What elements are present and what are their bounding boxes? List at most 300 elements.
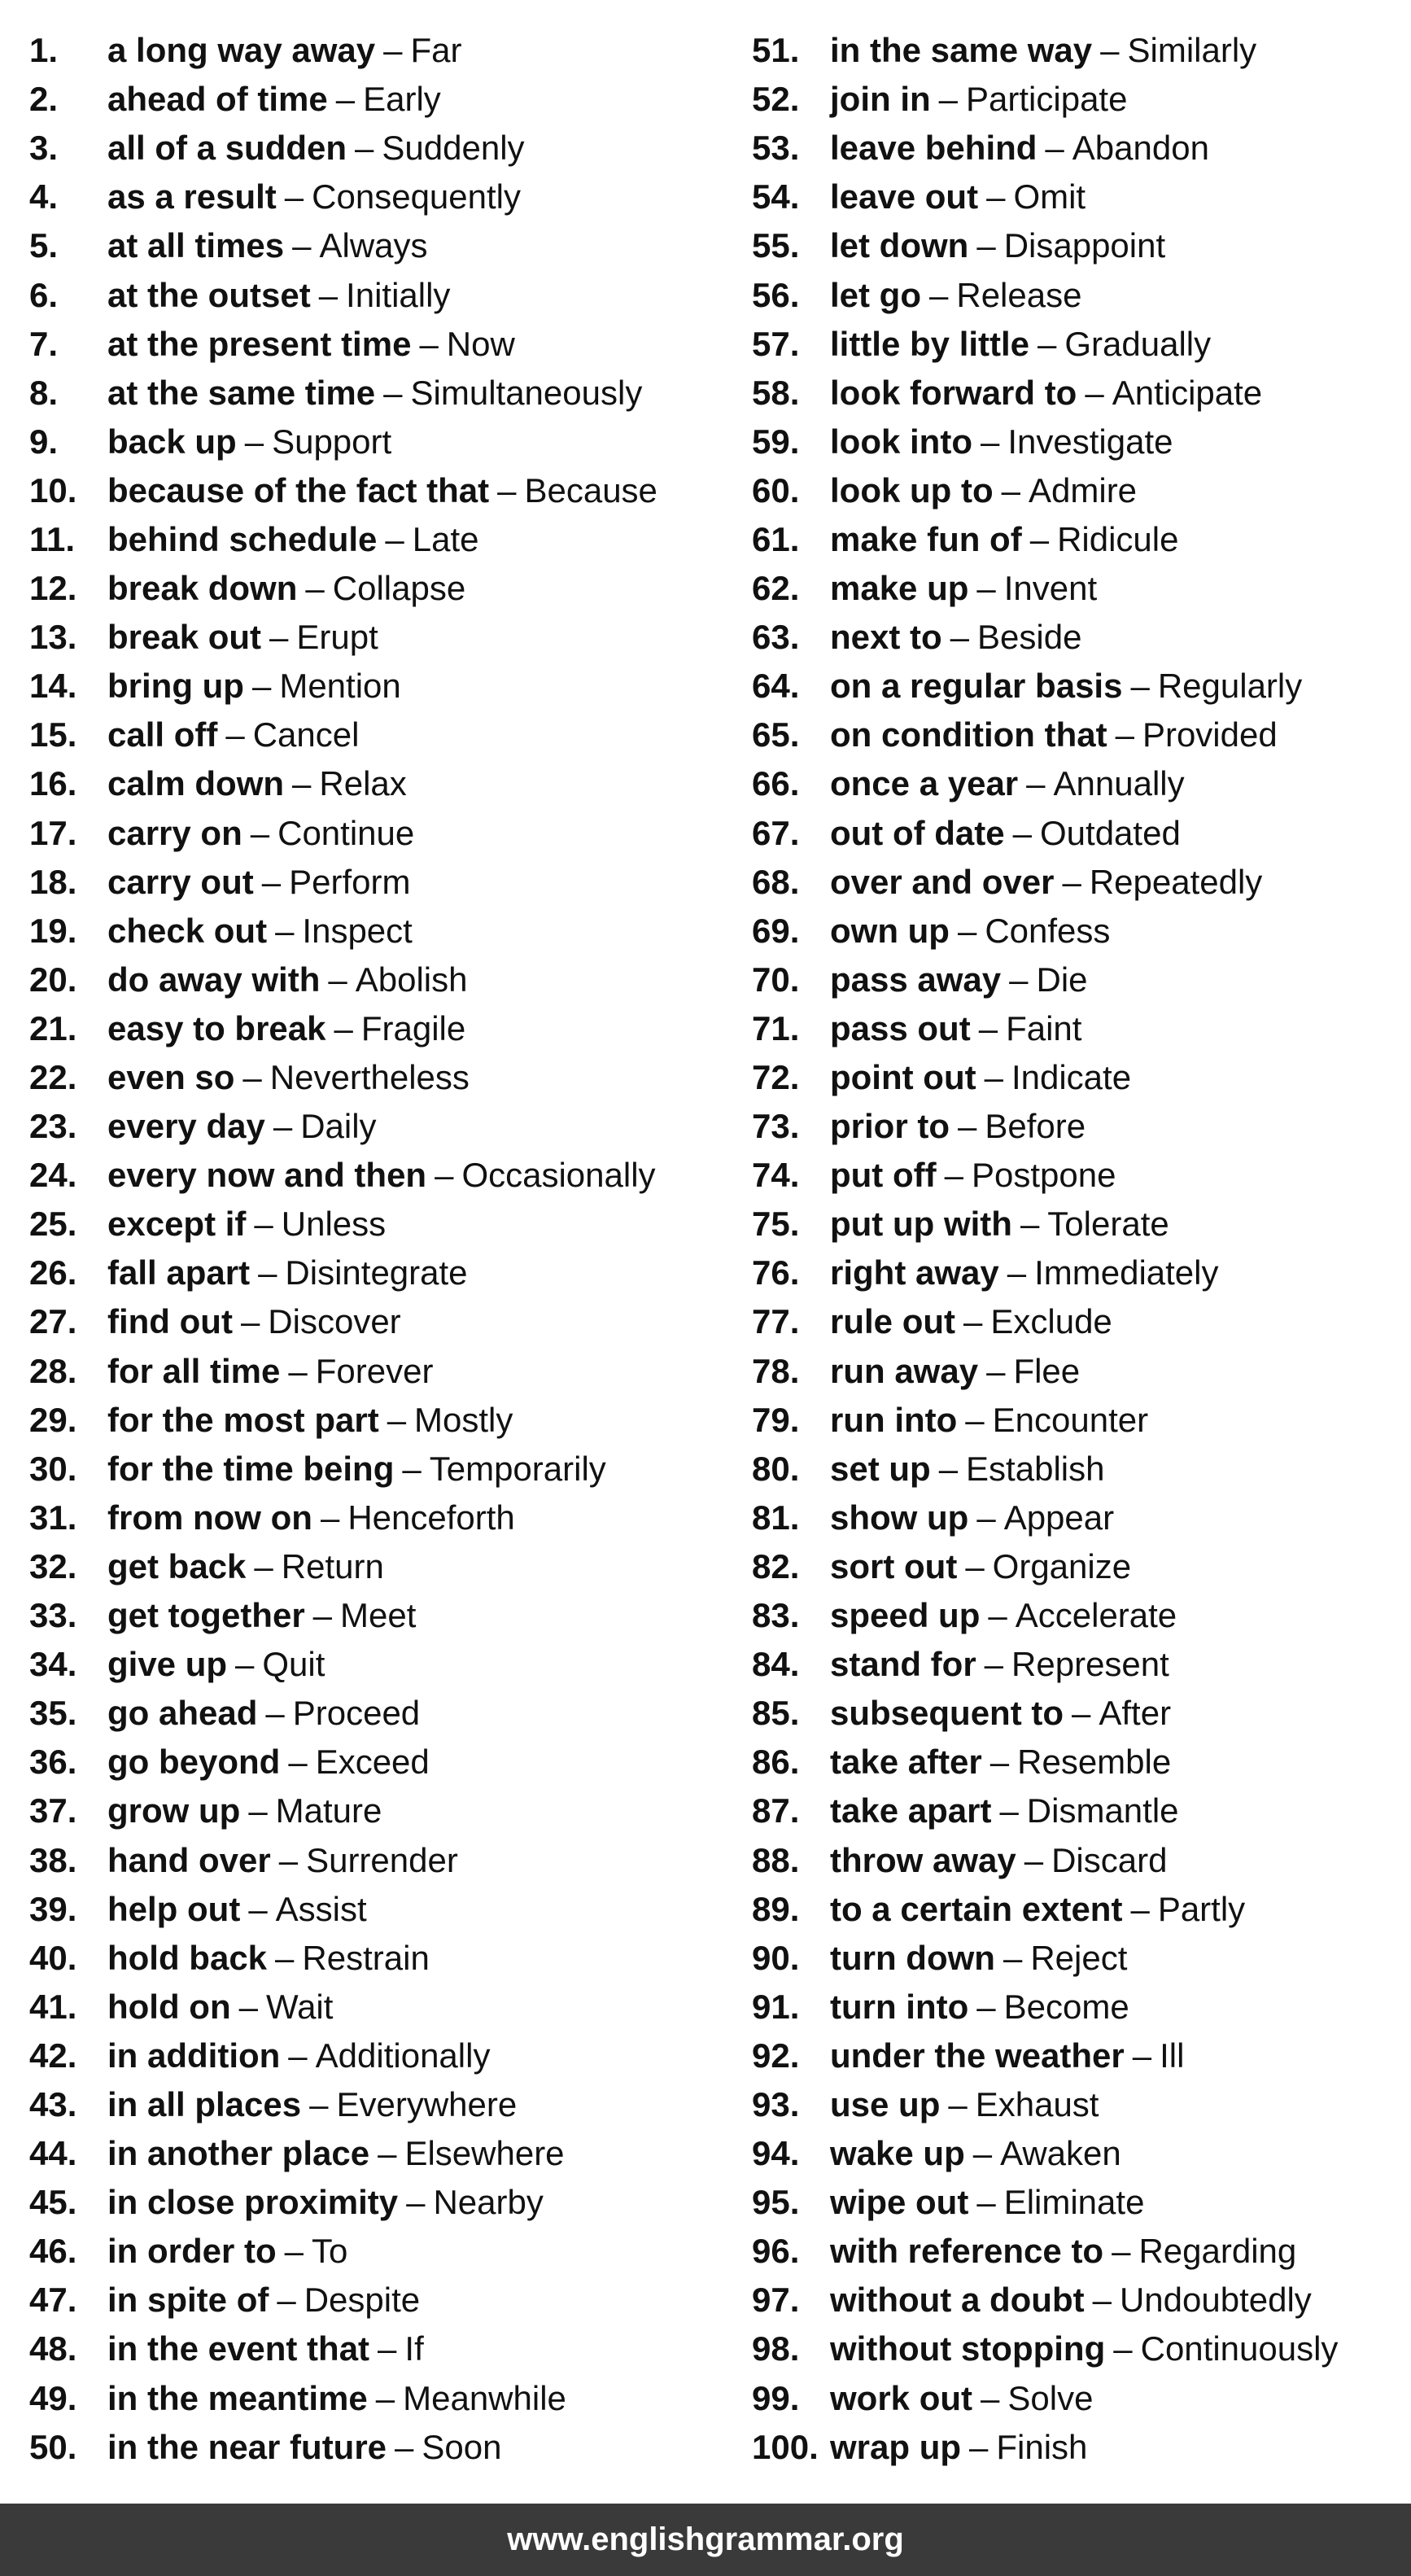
list-item bbox=[29, 1640, 737, 1689]
phrase-text: take after bbox=[830, 1743, 982, 1782]
list-item bbox=[752, 1983, 1403, 2031]
meaning-text: Occasionally bbox=[461, 1156, 656, 1195]
meaning-text: Dismantle bbox=[1026, 1791, 1179, 1830]
phrase-text: grow up bbox=[107, 1791, 241, 1830]
separator-dash: – bbox=[1007, 1253, 1027, 1292]
phrase-text: hold back bbox=[107, 1938, 268, 1977]
list-item bbox=[752, 1102, 1403, 1151]
separator-dash: – bbox=[1085, 373, 1104, 412]
list-item bbox=[29, 515, 737, 564]
phrase-text: on condition that bbox=[830, 715, 1107, 754]
meaning-text: Additionally bbox=[315, 2036, 491, 2075]
item-number: 37. bbox=[29, 1791, 77, 1830]
meaning-text: To bbox=[312, 2232, 348, 2271]
phrase-text: go ahead bbox=[107, 1694, 258, 1733]
phrase-text: run into bbox=[830, 1400, 958, 1439]
list-item bbox=[29, 2276, 737, 2325]
meaning-text: Continue bbox=[277, 813, 415, 852]
separator-dash: – bbox=[318, 275, 339, 314]
separator-dash: – bbox=[1024, 1840, 1044, 1879]
phrase-text: turn down bbox=[830, 1938, 995, 1977]
list-item bbox=[29, 1591, 737, 1640]
meaning-text: Mention bbox=[279, 667, 401, 706]
item-number: 81. bbox=[752, 1498, 800, 1537]
phrase-text: stand for bbox=[830, 1645, 976, 1684]
meaning-text: Regarding bbox=[1138, 2232, 1297, 2271]
meaning-text: Investigate bbox=[1007, 422, 1173, 461]
item-number: 86. bbox=[752, 1743, 800, 1782]
separator-dash: – bbox=[1132, 2036, 1152, 2075]
separator-dash: – bbox=[948, 2084, 968, 2123]
separator-dash: – bbox=[984, 1645, 1004, 1684]
list-item bbox=[29, 711, 737, 759]
list-item bbox=[752, 907, 1403, 956]
separator-dash: – bbox=[957, 1107, 977, 1146]
phrase-text: let down bbox=[830, 226, 969, 265]
meaning-text: Far bbox=[410, 31, 462, 70]
separator-dash: – bbox=[378, 2329, 397, 2368]
meaning-text: Everywhere bbox=[336, 2084, 518, 2123]
phrase-text: sort out bbox=[830, 1546, 958, 1585]
phrase-text: over and over bbox=[830, 862, 1055, 901]
item-number: 79. bbox=[752, 1400, 800, 1439]
item-number: 13. bbox=[29, 618, 77, 657]
meaning-text: Fragile bbox=[360, 1008, 466, 1047]
meaning-text: Suddenly bbox=[382, 129, 525, 168]
phrase-text: for all time bbox=[107, 1351, 281, 1390]
phrase-text: in the same way bbox=[830, 31, 1093, 70]
phrase-text: from now on bbox=[107, 1498, 312, 1537]
item-number: 100. bbox=[752, 2427, 819, 2466]
list-item bbox=[29, 1835, 737, 1884]
list-item bbox=[752, 1591, 1403, 1640]
phrase-text: look into bbox=[830, 422, 972, 461]
phrase-text: wipe out bbox=[830, 2183, 969, 2222]
footer-bar bbox=[0, 2504, 1411, 2576]
separator-dash: – bbox=[292, 226, 312, 265]
list-item bbox=[752, 1494, 1403, 1542]
item-number: 11. bbox=[29, 519, 76, 558]
phrase-text: leave out bbox=[830, 177, 979, 216]
separator-dash: – bbox=[984, 1058, 1003, 1097]
separator-dash: – bbox=[976, 1987, 996, 2026]
phrase-text: every now and then bbox=[107, 1156, 427, 1195]
meaning-text: Establish bbox=[966, 1449, 1105, 1488]
separator-dash: – bbox=[1092, 2281, 1112, 2320]
meaning-text: Discover bbox=[268, 1302, 401, 1341]
item-number: 6. bbox=[29, 275, 59, 314]
meaning-text: Encounter bbox=[992, 1400, 1149, 1439]
separator-dash: – bbox=[929, 275, 949, 314]
separator-dash: – bbox=[965, 1546, 985, 1585]
meaning-text: Before bbox=[985, 1107, 1086, 1146]
separator-dash: – bbox=[963, 1302, 983, 1341]
item-number: 88. bbox=[752, 1840, 800, 1879]
separator-dash: – bbox=[383, 373, 403, 412]
item-number: 62. bbox=[752, 569, 800, 608]
meaning-text: Represent bbox=[1011, 1645, 1169, 1684]
phrase-text: point out bbox=[830, 1058, 976, 1097]
separator-dash: – bbox=[385, 519, 404, 558]
meaning-text: Appear bbox=[1003, 1498, 1115, 1537]
list-item bbox=[752, 2325, 1403, 2373]
phrase-text: without stopping bbox=[830, 2329, 1106, 2368]
phrase-text: run away bbox=[830, 1351, 979, 1390]
item-number: 20. bbox=[29, 960, 77, 999]
list-item bbox=[752, 369, 1403, 418]
list-item bbox=[752, 1542, 1403, 1591]
meaning-text: Organize bbox=[992, 1546, 1132, 1585]
item-number: 57. bbox=[752, 324, 800, 363]
item-number: 21. bbox=[29, 1008, 77, 1047]
item-number: 48. bbox=[29, 2329, 77, 2368]
phrase-text: go beyond bbox=[107, 1743, 281, 1782]
list-item bbox=[752, 221, 1403, 270]
list-item bbox=[29, 613, 737, 662]
phrase-text: find out bbox=[107, 1302, 233, 1341]
separator-dash: – bbox=[978, 1008, 998, 1047]
meaning-text: Soon bbox=[422, 2427, 502, 2466]
item-number: 8. bbox=[29, 373, 59, 412]
meaning-text: Exceed bbox=[315, 1743, 430, 1782]
item-number: 91. bbox=[752, 1987, 800, 2026]
meaning-text: Provided bbox=[1142, 715, 1278, 754]
item-number: 97. bbox=[752, 2281, 800, 2320]
item-number: 75. bbox=[752, 1205, 800, 1244]
meaning-text: Gradually bbox=[1064, 324, 1212, 363]
separator-dash: – bbox=[986, 177, 1006, 216]
item-number: 7. bbox=[29, 324, 59, 363]
item-number: 25. bbox=[29, 1205, 77, 1244]
item-number: 1. bbox=[29, 31, 59, 70]
list-item bbox=[752, 173, 1403, 221]
phrase-text: as a result bbox=[107, 177, 277, 216]
meaning-text: Exclude bbox=[990, 1302, 1112, 1341]
phrase-text: for the time being bbox=[107, 1449, 395, 1488]
meaning-text: Exhaust bbox=[975, 2084, 1099, 2123]
list-item bbox=[29, 1347, 737, 1396]
phrase-text: because of the fact that bbox=[107, 470, 490, 510]
list-item bbox=[29, 2374, 737, 2423]
list-item bbox=[29, 907, 737, 956]
item-number: 54. bbox=[752, 177, 800, 216]
list-item bbox=[29, 1249, 737, 1297]
phrase-text: carry out bbox=[107, 862, 254, 901]
meaning-text: Omit bbox=[1013, 177, 1086, 216]
list-item bbox=[752, 1885, 1403, 1934]
item-number: 84. bbox=[752, 1645, 800, 1684]
meaning-text: Temporarily bbox=[429, 1449, 606, 1488]
meaning-text: Relax bbox=[319, 764, 407, 803]
list-item bbox=[752, 1640, 1403, 1689]
meaning-text: Continuously bbox=[1140, 2329, 1339, 2368]
meaning-text: Early bbox=[363, 80, 441, 119]
list-item bbox=[29, 1445, 737, 1494]
separator-dash: – bbox=[250, 813, 270, 852]
meaning-text: Disappoint bbox=[1003, 226, 1166, 265]
phrase-text: at the present time bbox=[107, 324, 412, 363]
item-number: 67. bbox=[752, 813, 800, 852]
meaning-text: Meet bbox=[340, 1596, 417, 1635]
phrase-text: in all places bbox=[107, 2084, 302, 2123]
item-number: 24. bbox=[29, 1156, 77, 1195]
meaning-text: Solve bbox=[1007, 2378, 1094, 2417]
meaning-text: Abolish bbox=[355, 960, 468, 999]
list-item bbox=[752, 1053, 1403, 1102]
phrase-text: hold on bbox=[107, 1987, 231, 2026]
meaning-text: Disintegrate bbox=[285, 1253, 468, 1292]
phrase-text: on a regular basis bbox=[830, 667, 1123, 706]
list-item bbox=[29, 1885, 737, 1934]
item-number: 96. bbox=[752, 2232, 800, 2271]
list-item bbox=[752, 1396, 1403, 1445]
item-number: 26. bbox=[29, 1253, 77, 1292]
phrase-text: join in bbox=[830, 80, 931, 119]
meaning-text: Confess bbox=[985, 911, 1111, 950]
separator-dash: – bbox=[1045, 129, 1064, 168]
phrase-text: ahead of time bbox=[107, 80, 328, 119]
item-number: 35. bbox=[29, 1694, 77, 1733]
item-number: 68. bbox=[752, 862, 800, 901]
meaning-text: Become bbox=[1003, 1987, 1129, 2026]
separator-dash: – bbox=[265, 1694, 285, 1733]
list-item bbox=[29, 662, 737, 711]
list-item bbox=[29, 1689, 737, 1738]
phrase-text: make up bbox=[830, 569, 969, 608]
item-number: 76. bbox=[752, 1253, 800, 1292]
phrase-text: fall apart bbox=[107, 1253, 251, 1292]
item-number: 17. bbox=[29, 813, 77, 852]
item-number: 10. bbox=[29, 470, 77, 510]
item-number: 32. bbox=[29, 1546, 77, 1585]
meaning-text: Invent bbox=[1003, 569, 1098, 608]
separator-dash: – bbox=[275, 1938, 295, 1977]
item-number: 74. bbox=[752, 1156, 800, 1195]
item-number: 66. bbox=[752, 764, 800, 803]
item-number: 63. bbox=[752, 618, 800, 657]
meaning-text: Unless bbox=[281, 1205, 387, 1244]
meaning-text: Release bbox=[956, 275, 1082, 314]
meaning-text: Collapse bbox=[332, 569, 466, 608]
phrase-text: even so bbox=[107, 1058, 235, 1097]
meaning-text: Now bbox=[446, 324, 515, 363]
list-item bbox=[752, 2423, 1403, 2472]
list-item bbox=[29, 369, 737, 418]
item-number: 46. bbox=[29, 2232, 77, 2271]
list-item bbox=[29, 1297, 737, 1346]
separator-dash: – bbox=[1009, 960, 1029, 999]
item-number: 22. bbox=[29, 1058, 77, 1097]
separator-dash: – bbox=[938, 1449, 959, 1488]
item-number: 59. bbox=[752, 422, 800, 461]
item-number: 39. bbox=[29, 1889, 77, 1928]
phrase-text: right away bbox=[830, 1253, 999, 1292]
list-item bbox=[29, 1983, 737, 2031]
separator-dash: – bbox=[277, 2281, 296, 2320]
meaning-text: Repeatedly bbox=[1089, 862, 1263, 901]
meaning-text: Immediately bbox=[1034, 1253, 1219, 1292]
list-item bbox=[752, 2178, 1403, 2227]
meaning-text: Elsewhere bbox=[404, 2134, 565, 2173]
separator-dash: – bbox=[284, 177, 304, 216]
item-number: 99. bbox=[752, 2378, 800, 2417]
phrase-text: call off bbox=[107, 715, 218, 754]
separator-dash: – bbox=[240, 1302, 260, 1341]
list-item bbox=[752, 1835, 1403, 1884]
item-number: 53. bbox=[752, 129, 800, 168]
item-number: 78. bbox=[752, 1351, 800, 1390]
item-number: 83. bbox=[752, 1596, 800, 1635]
meaning-text: Inspect bbox=[302, 911, 413, 950]
meaning-text: Regularly bbox=[1157, 667, 1303, 706]
separator-dash: – bbox=[309, 2084, 329, 2123]
phrase-text: at all times bbox=[107, 226, 285, 265]
separator-dash: – bbox=[278, 1840, 299, 1879]
meaning-text: Support bbox=[272, 422, 392, 461]
separator-dash: – bbox=[248, 1791, 268, 1830]
list-item bbox=[752, 270, 1403, 319]
separator-dash: – bbox=[1072, 1694, 1091, 1733]
separator-dash: – bbox=[254, 1205, 273, 1244]
phrase-text: use up bbox=[830, 2084, 941, 2123]
list-item bbox=[752, 1738, 1403, 1787]
phrase-text: let go bbox=[830, 275, 921, 314]
phrase-text: work out bbox=[830, 2378, 972, 2417]
list-item bbox=[752, 613, 1403, 662]
phrase-text: without a doubt bbox=[830, 2281, 1085, 2320]
item-number: 12. bbox=[29, 569, 77, 608]
meaning-text: Consequently bbox=[312, 177, 521, 216]
item-number: 44. bbox=[29, 2134, 77, 2173]
list-item bbox=[29, 2031, 737, 2080]
meaning-text: Henceforth bbox=[347, 1498, 515, 1537]
phrase-text: pass away bbox=[830, 960, 1002, 999]
item-number: 92. bbox=[752, 2036, 800, 2075]
item-number: 27. bbox=[29, 1302, 77, 1341]
item-number: 58. bbox=[752, 373, 800, 412]
list-item bbox=[752, 2276, 1403, 2325]
meaning-text: If bbox=[404, 2329, 424, 2368]
list-item bbox=[752, 858, 1403, 907]
meaning-text: Undoubtedly bbox=[1119, 2281, 1312, 2320]
meaning-text: Surrender bbox=[306, 1840, 458, 1879]
meaning-text: Perform bbox=[289, 862, 411, 901]
list-item bbox=[29, 466, 737, 515]
meaning-text: Discard bbox=[1051, 1840, 1168, 1879]
item-number: 43. bbox=[29, 2084, 77, 2123]
phrase-text: at the outset bbox=[107, 275, 311, 314]
item-number: 87. bbox=[752, 1791, 800, 1830]
item-number: 72. bbox=[752, 1058, 800, 1097]
phrase-text: in the event that bbox=[107, 2329, 370, 2368]
item-number: 50. bbox=[29, 2427, 77, 2466]
phrase-text: look up to bbox=[830, 470, 994, 510]
meaning-text: Ridicule bbox=[1057, 519, 1179, 558]
separator-dash: – bbox=[976, 569, 996, 608]
list-item bbox=[752, 466, 1403, 515]
meaning-text: Proceed bbox=[292, 1694, 421, 1733]
separator-dash: – bbox=[284, 2232, 304, 2271]
list-item bbox=[752, 1297, 1403, 1346]
phrase-text: speed up bbox=[830, 1596, 981, 1635]
meaning-text: Admire bbox=[1029, 470, 1138, 510]
list-item bbox=[29, 2227, 737, 2276]
item-number: 98. bbox=[752, 2329, 800, 2368]
separator-dash: – bbox=[288, 1351, 308, 1390]
phrase-text: with reference to bbox=[830, 2232, 1104, 2271]
list-item bbox=[29, 1004, 737, 1053]
phrase-text: rule out bbox=[830, 1302, 955, 1341]
separator-dash: – bbox=[976, 226, 996, 265]
separator-dash: – bbox=[269, 618, 289, 657]
separator-dash: – bbox=[1003, 1938, 1023, 1977]
list-item bbox=[29, 2129, 737, 2178]
separator-dash: – bbox=[1020, 1205, 1040, 1244]
separator-dash: – bbox=[988, 1596, 1007, 1635]
separator-dash: – bbox=[395, 2427, 414, 2466]
list-item bbox=[752, 1004, 1403, 1053]
item-number: 18. bbox=[29, 862, 77, 901]
separator-dash: – bbox=[242, 1058, 262, 1097]
item-number: 71. bbox=[752, 1008, 800, 1047]
phrase-text: throw away bbox=[830, 1840, 1016, 1879]
list-item bbox=[752, 75, 1403, 124]
item-number: 51. bbox=[752, 31, 800, 70]
item-number: 61. bbox=[752, 519, 800, 558]
list-item bbox=[29, 270, 737, 319]
list-item bbox=[752, 1249, 1403, 1297]
item-number: 23. bbox=[29, 1107, 77, 1146]
item-number: 31. bbox=[29, 1498, 77, 1537]
item-number: 30. bbox=[29, 1449, 77, 1488]
meaning-text: Daily bbox=[300, 1107, 377, 1146]
phrase-text: wake up bbox=[830, 2134, 965, 2173]
phrase-text: wrap up bbox=[830, 2427, 962, 2466]
item-number: 64. bbox=[752, 667, 800, 706]
list-item bbox=[752, 1787, 1403, 1835]
item-number: 65. bbox=[752, 715, 800, 754]
meaning-text: Resemble bbox=[1017, 1743, 1172, 1782]
phrase-text: get together bbox=[107, 1596, 305, 1635]
separator-dash: – bbox=[288, 1743, 308, 1782]
separator-dash: – bbox=[383, 31, 403, 70]
meaning-text: Nevertheless bbox=[269, 1058, 470, 1097]
item-number: 80. bbox=[752, 1449, 800, 1488]
list-item bbox=[752, 418, 1403, 466]
item-number: 77. bbox=[752, 1302, 800, 1341]
item-number: 45. bbox=[29, 2183, 77, 2222]
list-item bbox=[752, 2129, 1403, 2178]
item-number: 56. bbox=[752, 275, 800, 314]
meaning-text: Accelerate bbox=[1015, 1596, 1177, 1635]
phrase-text: carry on bbox=[107, 813, 242, 852]
website-url[interactable]: www.englishgrammar.org bbox=[507, 2521, 904, 2557]
separator-dash: – bbox=[1012, 813, 1032, 852]
list-item bbox=[29, 1738, 737, 1787]
item-number: 34. bbox=[29, 1645, 77, 1684]
meaning-text: After bbox=[1099, 1694, 1172, 1733]
separator-dash: – bbox=[292, 764, 312, 803]
meaning-text: Outdated bbox=[1040, 813, 1181, 852]
separator-dash: – bbox=[969, 2427, 989, 2466]
list-item bbox=[29, 124, 737, 173]
separator-dash: – bbox=[944, 1156, 963, 1195]
meaning-text: Erupt bbox=[296, 618, 378, 657]
item-number: 41. bbox=[29, 1987, 77, 2026]
separator-dash: – bbox=[355, 129, 374, 168]
separator-dash: – bbox=[261, 862, 282, 901]
item-number: 5. bbox=[29, 226, 59, 265]
